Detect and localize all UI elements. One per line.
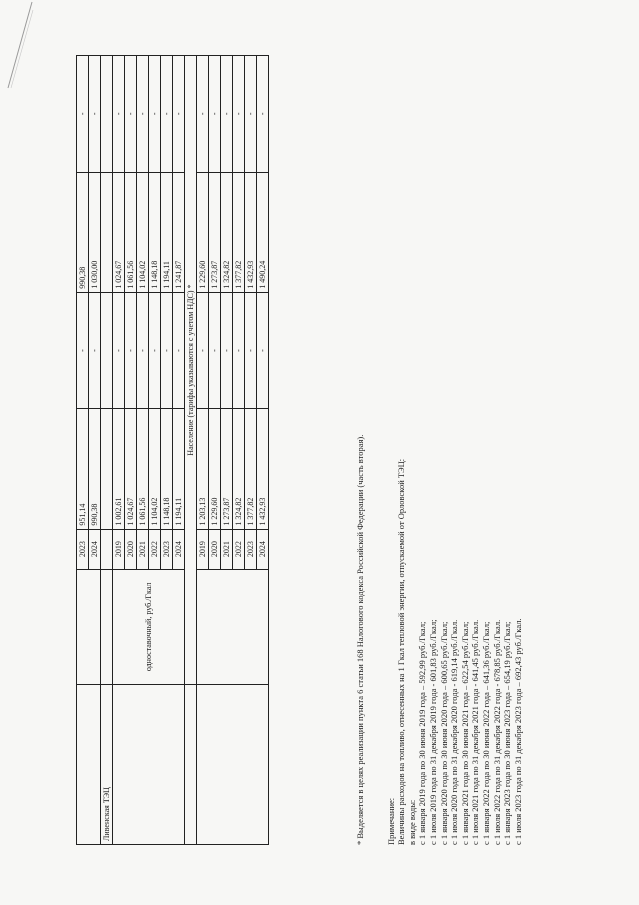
value-cell: 1 324,82 xyxy=(233,409,245,529)
value-cell: - xyxy=(209,292,221,409)
value-cell: - xyxy=(125,56,137,173)
value-cell: - xyxy=(257,292,269,409)
value-cell: - xyxy=(113,292,125,409)
notes-block xyxy=(355,435,523,845)
section-cell xyxy=(197,685,269,845)
value-cell: - xyxy=(257,56,269,173)
note-line: с 1 января 2020 года по 30 июня 2020 года – 600,65 руб./Гкал; xyxy=(438,621,449,845)
year-cell: 2021 xyxy=(221,529,233,569)
value-cell: 1 241,87 xyxy=(173,172,185,292)
value-cell: 1 377,82 xyxy=(245,409,257,529)
section-header: Население (тарифы указываются с учетом НДС) * xyxy=(185,56,197,685)
section-cell xyxy=(77,685,101,845)
year-cell: 2023 xyxy=(77,529,89,569)
note-line: с 1 июля 2022 года по 31 декабря 2022 года - 678,85 руб./Гкал. xyxy=(491,619,502,845)
value-cell: - xyxy=(77,56,89,173)
value-cell: 1 024,67 xyxy=(125,409,137,529)
value-cell: - xyxy=(245,292,257,409)
value-cell: - xyxy=(89,292,101,409)
year-cell: 2024 xyxy=(89,529,101,569)
notes-subtitle: в виде воды: xyxy=(406,799,417,845)
section-cell xyxy=(185,685,197,845)
year-cell: 2024 xyxy=(173,529,185,569)
note-line: с 1 января 2023 года по 30 июня 2023 года – 654,19 руб./Гкал; xyxy=(502,621,513,845)
value-cell: 951,14 xyxy=(77,409,89,529)
year-cell: 2020 xyxy=(209,529,221,569)
value-cell: - xyxy=(197,56,209,173)
value-cell: 990,38 xyxy=(89,409,101,529)
note-line: с 1 января 2019 года по 30 июня 2019 года – 592,99 руб./Гкал; xyxy=(417,621,428,845)
tariff-type-cell: одноставочный, руб./Гкал xyxy=(113,569,185,685)
value-cell: - xyxy=(245,56,257,173)
value-cell: 1 194,11 xyxy=(173,409,185,529)
value-cell: 1 104,02 xyxy=(149,409,161,529)
value-cell: 1 030,00 xyxy=(89,172,101,292)
value-cell: - xyxy=(137,292,149,409)
table-row xyxy=(113,56,125,845)
notes-title: Примечание: xyxy=(385,797,396,845)
section-cell xyxy=(113,685,185,845)
value-cell: 1 024,67 xyxy=(113,172,125,292)
year-cell: 2023 xyxy=(245,529,257,569)
value-cell: - xyxy=(77,292,89,409)
value-cell: 1 229,60 xyxy=(209,409,221,529)
note-line: с 1 января 2022 года по 30 июня 2022 года – 641,36 руб./Гкал; xyxy=(480,621,491,845)
value-cell: 1 432,93 xyxy=(257,409,269,529)
value-cell: - xyxy=(149,292,161,409)
empty-cell xyxy=(101,409,113,529)
value-cell: 1 061,56 xyxy=(125,172,137,292)
value-cell: 1 377,82 xyxy=(233,172,245,292)
year-cell: 2021 xyxy=(137,529,149,569)
year-cell: 2023 xyxy=(161,529,173,569)
section-header-row xyxy=(185,56,197,845)
type-cell xyxy=(77,569,101,685)
year-cell: 2022 xyxy=(149,529,161,569)
value-cell: 990,38 xyxy=(77,172,89,292)
value-cell: - xyxy=(173,56,185,173)
section-label: Ливенская ТЭЦ xyxy=(101,685,113,845)
value-cell: 1 273,87 xyxy=(209,172,221,292)
value-cell: - xyxy=(161,292,173,409)
value-cell: 1 148,18 xyxy=(149,172,161,292)
notes-intro: Величины расходов на топливо, отнесенных на 1 Гкал тепловой энергии, отпускаемой от Орловской ТЭЦ: xyxy=(396,458,407,845)
value-cell: 1 061,56 xyxy=(137,409,149,529)
value-cell: - xyxy=(221,292,233,409)
empty-cell xyxy=(101,292,113,409)
value-cell: 1 273,87 xyxy=(221,409,233,529)
tariff-table xyxy=(76,55,269,845)
value-cell: - xyxy=(89,56,101,173)
value-cell: 1 194,11 xyxy=(161,172,173,292)
value-cell: 1 324,82 xyxy=(221,172,233,292)
table-row xyxy=(77,56,89,845)
value-cell: 1 490,24 xyxy=(257,172,269,292)
section-label-row xyxy=(101,56,113,845)
value-cell: - xyxy=(233,292,245,409)
value-cell: 1 432,93 xyxy=(245,172,257,292)
year-cell: 2022 xyxy=(233,529,245,569)
value-cell: 1 229,60 xyxy=(197,172,209,292)
note-line: с 1 июля 2019 года по 31 декабря 2019 года - 601,83 руб./Гкал; xyxy=(427,619,438,845)
year-cell: 2024 xyxy=(257,529,269,569)
value-cell: - xyxy=(113,56,125,173)
value-cell: - xyxy=(137,56,149,173)
value-cell: - xyxy=(233,56,245,173)
value-cell: 1 148,18 xyxy=(161,409,173,529)
value-cell: - xyxy=(209,56,221,173)
value-cell: - xyxy=(197,292,209,409)
note-line: с 1 июля 2023 года по 31 декабря 2023 года – 692,43 руб./Гкал. xyxy=(512,618,523,845)
table-row xyxy=(197,56,209,845)
value-cell: 1 104,02 xyxy=(137,172,149,292)
note-line: с 1 июля 2021 года по 31 декабря 2021 года - 641,45 руб./Гкал. xyxy=(470,619,481,845)
note-line: с 1 января 2021 года по 30 июня 2021 года – 622,54 руб./Гкал; xyxy=(459,621,470,845)
value-cell: - xyxy=(161,56,173,173)
empty-cell xyxy=(101,529,113,569)
type-cell xyxy=(197,569,269,685)
footnote: * Выделяется в целях реализации пункта 6 статьи 168 Налогового кодекса Российской Федерации (часть вторая). xyxy=(355,434,365,845)
year-cell: 2019 xyxy=(113,529,125,569)
value-cell: 1 002,61 xyxy=(113,409,125,529)
value-cell: - xyxy=(221,56,233,173)
value-cell: - xyxy=(125,292,137,409)
year-cell: 2019 xyxy=(197,529,209,569)
value-cell: 1 203,13 xyxy=(197,409,209,529)
empty-cell xyxy=(101,172,113,292)
empty-cell xyxy=(101,569,113,685)
empty-cell xyxy=(101,56,113,173)
value-cell: - xyxy=(173,292,185,409)
note-line: с 1 июля 2020 года по 31 декабря 2020 года - 619,14 руб./Гкал. xyxy=(449,619,460,845)
year-cell: 2020 xyxy=(125,529,137,569)
value-cell: - xyxy=(149,56,161,173)
